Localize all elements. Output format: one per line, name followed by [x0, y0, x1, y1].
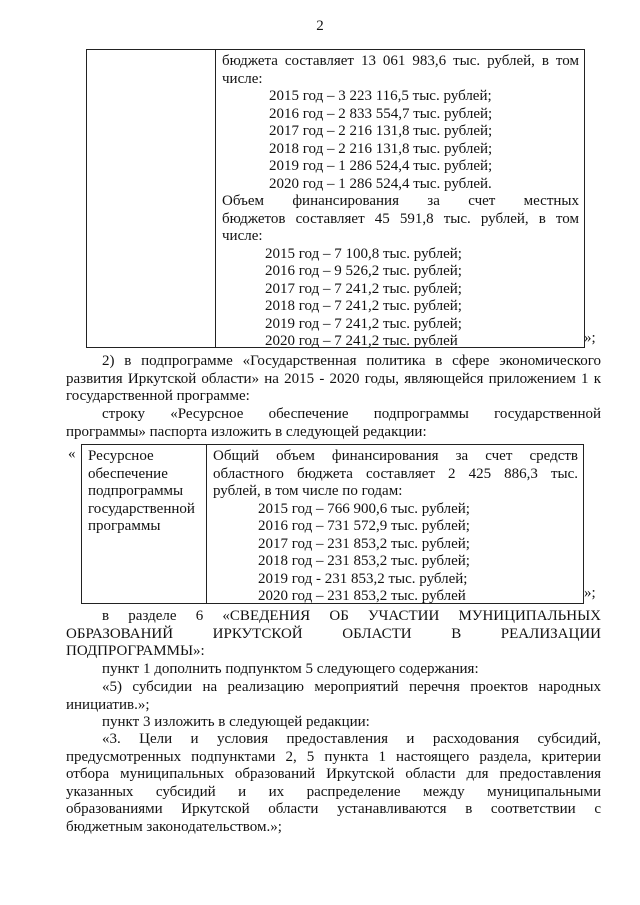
year-line: 2017 год – 231 853,2 тыс. рублей;	[258, 535, 470, 552]
text-line: «3. Цели и условия предоставления и расходования субсидий,	[102, 731, 601, 747]
text-line: в разделе 6 «СВЕДЕНИЯ ОБ УЧАСТИИ МУНИЦИПАЛЬНЫХ	[102, 608, 601, 624]
year-line: 2019 год – 7 241,2 тыс. рублей;	[265, 315, 462, 332]
text-line: бюджетов составляет 45 591,8 тыс. рублей, в том	[222, 210, 579, 227]
text-line: рублей, в том числе по годам:	[213, 483, 403, 499]
text-line: подпрограммы	[88, 483, 184, 499]
year-line: 2016 год – 2 833 554,7 тыс. рублей;	[269, 105, 493, 122]
paragraph-3	[66, 406, 601, 441]
year-line: 2016 год – 731 572,9 тыс. рублей;	[258, 518, 470, 534]
year-line: 2015 год – 766 900,6 тыс. рублей;	[258, 500, 470, 517]
row-label-cell	[88, 448, 202, 536]
text-line: бюджетным законодательством.»;	[66, 818, 282, 835]
year-line: 2018 год – 2 216 131,8 тыс. рублей;	[269, 140, 493, 157]
paragraph-4	[66, 608, 601, 661]
text-line: числе:	[222, 228, 263, 244]
paragraph-7	[66, 714, 601, 732]
year-line: 2018 год – 231 853,2 тыс. рублей;	[258, 553, 470, 569]
paragraph-8	[66, 731, 601, 836]
text-line: государственной программе:	[66, 388, 250, 404]
year-line: 2019 год – 1 286 524,4 тыс. рублей;	[269, 158, 493, 174]
year-line: 2020 год – 1 286 524,4 тыс. рублей.	[269, 175, 492, 192]
table-divider	[215, 50, 216, 347]
text-line: государственной	[88, 500, 195, 517]
year-line: 2018 год – 7 241,2 тыс. рублей;	[265, 298, 462, 314]
paragraph-2	[66, 353, 601, 406]
paragraph-5	[66, 661, 601, 679]
text-line: программы	[88, 518, 161, 534]
funding-table-1	[86, 49, 585, 348]
table-divider	[206, 445, 207, 603]
paragraph-6	[66, 679, 601, 714]
text-line: отбора муниципальных образований Иркутской области для предоставления	[66, 766, 601, 782]
text-line: предусмотренных подпунктами 2, 5 пункта 1 настоящего раздела, критерии	[66, 748, 601, 765]
text-line: областного бюджета составляет 2 425 886,3 тыс.	[213, 465, 578, 482]
opening-quote: «	[68, 446, 76, 462]
page-number: 2	[316, 18, 324, 34]
text-line: Ресурсное	[88, 448, 154, 464]
year-line: 2015 год – 7 100,8 тыс. рублей;	[265, 245, 462, 262]
text-line: развития Иркутской области» на 2015 - 2020 годы, являющейся приложением 1 к	[66, 370, 601, 387]
text-line: программы» паспорта изложить в следующей редакции:	[66, 423, 427, 440]
text-line: пункт 3 изложить в следующей редакции:	[102, 714, 370, 730]
text-line: обеспечение	[88, 465, 168, 482]
text-line: Общий объем финансирования за счет средств	[213, 448, 578, 464]
text-line: бюджета составляет 13 061 983,6 тыс. рублей, в том	[222, 53, 579, 69]
year-line: 2020 год – 231 853,2 тыс. рублей	[258, 588, 466, 604]
funding-cell-2	[213, 448, 578, 606]
closing-quote: »;	[584, 330, 596, 346]
funding-cell-1	[222, 53, 579, 351]
year-line: 2017 год – 2 216 131,8 тыс. рублей;	[269, 123, 493, 139]
year-line: 2020 год – 7 241,2 тыс. рублей	[265, 333, 458, 349]
text-line: «5) субсидии на реализацию мероприятий перечня проектов народных	[102, 679, 601, 695]
year-line: 2019 год - 231 853,2 тыс. рублей;	[258, 570, 468, 587]
year-line: 2017 год – 7 241,2 тыс. рублей;	[265, 280, 462, 297]
text-line: образованиями Иркутской области устанавливаются в соответствии с	[66, 801, 601, 817]
year-line: 2016 год – 9 526,2 тыс. рублей;	[265, 263, 462, 279]
text-line: строку «Ресурсное обеспечение подпрограммы государственной	[102, 406, 601, 422]
text-line: указанных субсидий и их распределение между муниципальными	[66, 783, 601, 800]
text-line: инициатив.»;	[66, 696, 150, 713]
funding-table-2	[81, 444, 584, 604]
text-line: Объем финансирования за счет местных	[222, 193, 579, 209]
year-line: 2015 год – 3 223 116,5 тыс. рублей;	[269, 88, 492, 104]
text-line: ПОДПРОГРАММЫ»:	[66, 643, 205, 659]
closing-quote: »;	[584, 585, 596, 601]
text-line: числе:	[222, 70, 263, 87]
text-line: пункт 1 дополнить подпунктом 5 следующего содержания:	[102, 661, 479, 677]
text-line: 2) в подпрограмме «Государственная политика в сфере экономического	[102, 353, 601, 369]
text-line: ОБРАЗОВАНИЙ ИРКУТСКОЙ ОБЛАСТИ В РЕАЛИЗАЦИИ	[66, 625, 601, 642]
